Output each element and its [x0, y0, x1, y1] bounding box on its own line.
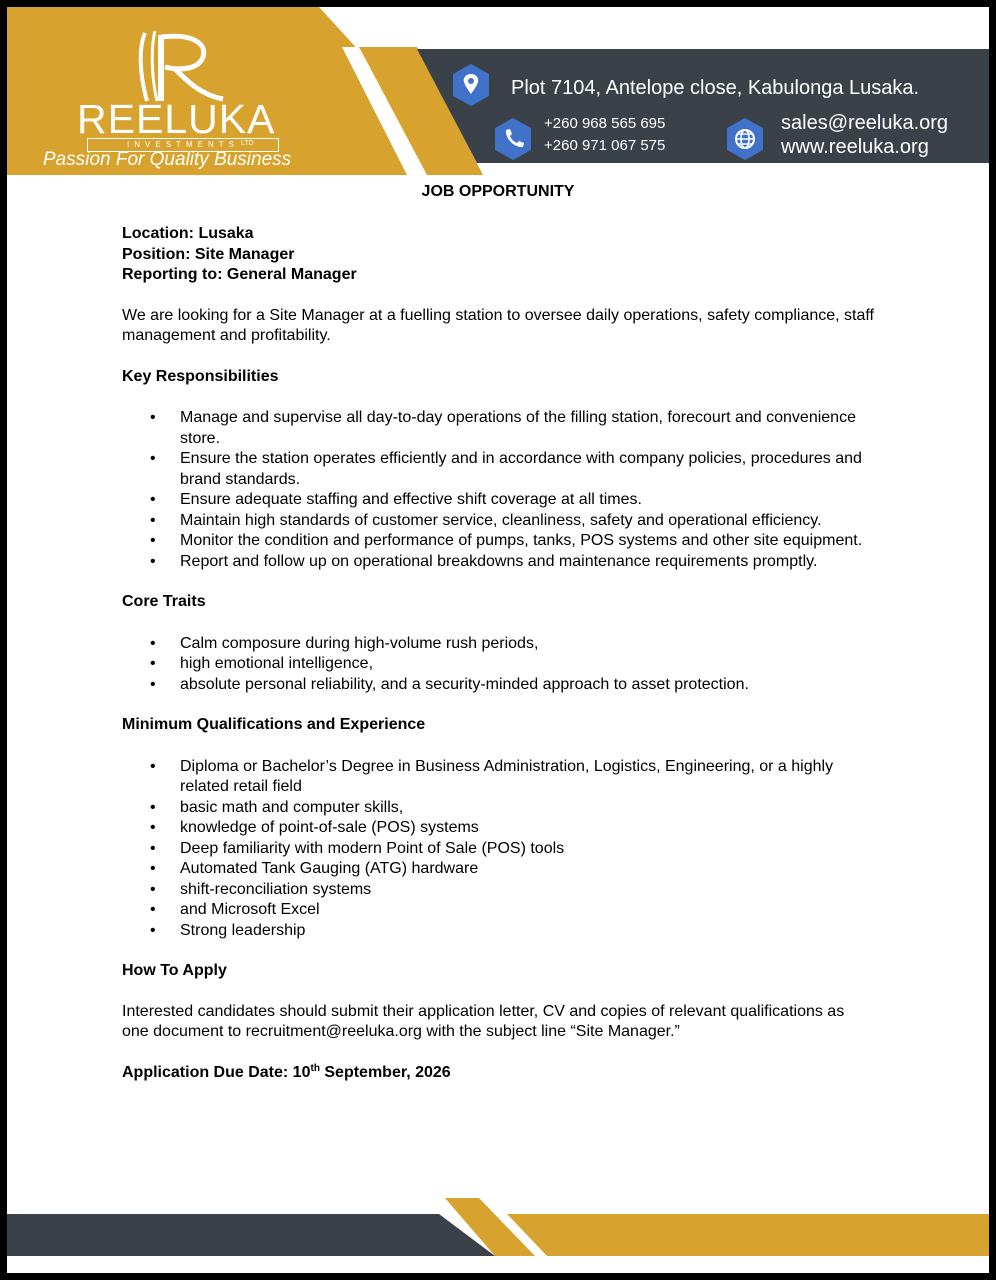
location-pin-icon — [451, 63, 491, 107]
phone-numbers — [544, 113, 665, 157]
reporting-line: Reporting to: General Manager — [122, 266, 357, 283]
list-item: • basic math and computer skills, — [122, 798, 874, 819]
phone-icon — [493, 117, 533, 161]
list-item: • absolute personal reliability, and a security-minded approach to asset protection. — [122, 675, 874, 696]
list-item: • Ensure adequate staffing and effective shift coverage at all times. — [122, 490, 874, 511]
document-body — [122, 224, 874, 1083]
how-to-apply-heading: How To Apply — [122, 962, 227, 979]
key-responsibilities-heading: Key Responsibilities — [122, 367, 279, 385]
contact-web — [781, 111, 948, 159]
list-item: • Manage and supervise all day-to-day operations of the filling station, forecourt and convenience store. — [122, 408, 874, 449]
list-item: • and Microsoft Excel — [122, 900, 874, 921]
logo-ltd: LTD — [241, 140, 254, 147]
list-item: • high emotional intelligence, — [122, 654, 874, 675]
phone-number-2: +260 971 067 575 — [544, 137, 666, 154]
list-item: • knowledge of point-of-sale (POS) systems — [122, 818, 874, 839]
key-responsibilities-list — [122, 408, 874, 572]
qualifications-heading: Minimum Qualifications and Experience — [122, 716, 426, 733]
intro-paragraph: We are looking for a Site Manager at a fuelling station to oversee daily operations, safety compliance, staff management and profitability. — [122, 306, 874, 344]
list-item: • Maintain high standards of customer service, cleanliness, safety and operational efficiency. — [122, 511, 874, 532]
core-traits-heading: Core Traits — [122, 593, 206, 610]
logo-wordmark: REELUKA — [77, 96, 276, 142]
email-link[interactable]: sales@reeluka.org — [781, 112, 949, 134]
due-date-ordinal: th — [310, 1062, 320, 1074]
due-date-prefix: Application Due Date: 10 — [122, 1063, 311, 1081]
globe-icon — [725, 117, 765, 161]
list-item: • Automated Tank Gauging (ATG) hardware — [122, 859, 874, 880]
list-item: • Diploma or Bachelor’s Degree in Business Administration, Logistics, Engineering, or a highly related retail field — [122, 757, 874, 798]
list-item: • Deep familiarity with modern Point of Sale (POS) tools — [122, 839, 874, 860]
position-line: Position: Site Manager — [122, 245, 295, 263]
due-date-line — [122, 1063, 874, 1084]
list-item: • Monitor the condition and performance of pumps, tanks, POS systems and other site equipment. — [122, 531, 874, 552]
location-line: Location: Lusaka — [122, 225, 254, 242]
logo-subtitle: INVESTMENTS — [87, 138, 279, 152]
list-item: • Calm composure during high-volume rush periods, — [122, 634, 874, 655]
apply-paragraph: Interested candidates should submit their application letter, CV and copies of relevant qualifications as one document to recruitment@reeluka.org with the subject line “Site Manager.” — [122, 1002, 845, 1040]
website-link[interactable]: www.reeluka.org — [781, 136, 929, 158]
address-text: Plot 7104, Antelope close, Kabulonga Lusaka. — [511, 77, 920, 99]
phone-number-1: +260 968 565 695 — [544, 115, 666, 132]
list-item: • Strong leadership — [122, 921, 874, 942]
list-item: • shift-reconciliation systems — [122, 880, 874, 901]
tagline: Passion For Quality Business — [43, 149, 292, 170]
list-item: • Ensure the station operates efficiently and in accordance with company policies, procedures and brand standards. — [122, 449, 874, 490]
reeluka-logo-icon — [125, 25, 235, 107]
document-title: JOB OPPORTUNITY — [421, 183, 575, 200]
due-date-suffix: September, 2026 — [319, 1063, 451, 1081]
job-advert-page — [7, 7, 989, 1273]
qualifications-list — [122, 757, 874, 942]
core-traits-list — [122, 634, 874, 696]
list-item: • Report and follow up on operational breakdowns and maintenance requirements promptly. — [122, 552, 874, 573]
footer-banner — [7, 1190, 989, 1273]
